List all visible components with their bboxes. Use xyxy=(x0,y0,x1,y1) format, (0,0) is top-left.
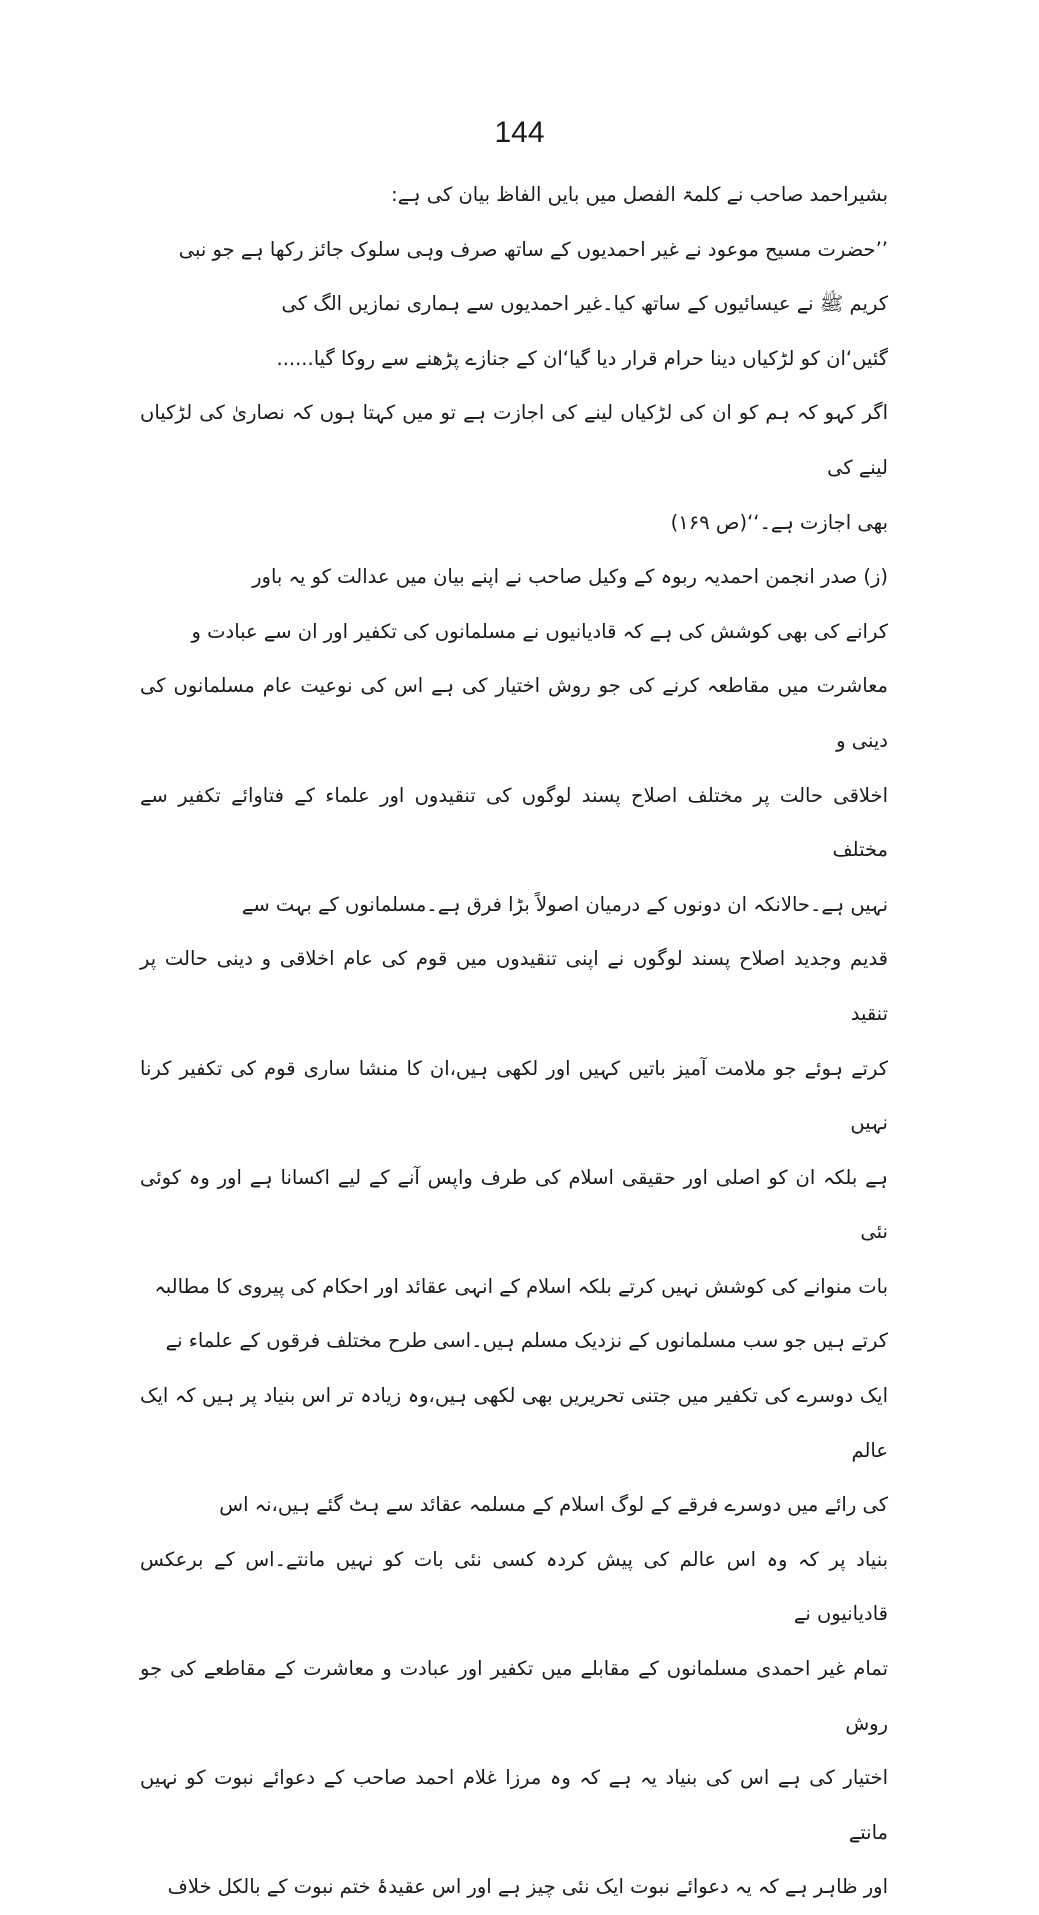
text-line: نہیں ہے۔حالانکہ ان دونوں کے درمیان اصولاً بڑا فرق ہے۔مسلمانوں کے بہت سے xyxy=(241,892,888,916)
text-line: بشیراحمد صاحب نے کلمۃ الفصل میں بایں الفاظ بیان کی ہے: xyxy=(391,183,888,206)
text-line: اخلاقی حالت پر مختلف اصلاح پسند لوگوں کی تنقیدوں اور علماء کے فتاوائے تکفیر سے مختلف xyxy=(140,783,888,862)
text-line: کریم ﷺ نے عیسائیوں کے ساتھ کیا۔غیر احمدیوں سے ہماری نمازیں الگ کی xyxy=(281,292,888,316)
text-line: قدیم وجدید اصلاح پسند لوگوں نے اپنی تنقیدوں میں قوم کی عام اخلاقی و دینی حالت پر تنقید xyxy=(140,947,888,1025)
text-line: ’’حضرت مسیح موعود نے غیر احمدیوں کے ساتھ صرف وہی سلوک جائز رکھا ہے جو نبی xyxy=(178,237,888,261)
page-number: 144 xyxy=(494,116,545,149)
text-line: کرتے ہوئے جو ملامت آمیز باتیں کہیں اور لکھی ہیں،ان کا منشا ساری قوم کی تکفیر کرنا نہیں xyxy=(140,1056,888,1135)
text-line: معاشرت میں مقاطعہ کرنے کی جو روش اختیار کی ہے اس کی نوعیت عام مسلمانوں کی دینی و xyxy=(140,674,888,752)
text-line: بھی اجازت ہے۔‘‘(ص ۱۶۹) xyxy=(670,510,888,534)
text-line: کی رائے میں دوسرے فرقے کے لوگ اسلام کے مسلمہ عقائد سے ہٹ گئے ہیں،نہ اس xyxy=(219,1493,888,1517)
body-text xyxy=(140,168,888,1915)
text-line: بنیاد پر کہ وہ اس عالم کی پیش کردہ کسی نئی بات کو نہیں مانتے۔اس کے برعکس قادیانیوں نے xyxy=(140,1547,888,1626)
text-line: گئیں‘ان کو لڑکیاں دینا حرام قرار دیا گیا‘ان کے جنازے پڑھنے سے روکا گیا...... xyxy=(276,346,888,370)
text-line: (ز) صدر انجمن احمدیہ ربوہ کے وکیل صاحب نے اپنے بیان میں عدالت کو یہ باور xyxy=(252,565,888,589)
text-line: ہے بلکہ ان کو اصلی اور حقیقی اسلام کی طرف واپس آنے کے لیے اکسانا ہے اور وہ کوئی نئی xyxy=(140,1165,888,1244)
text-line: کرتے ہیں جو سب مسلمانوں کے نزدیک مسلم ہیں۔اسی طرح مختلف فرقوں کے علماء نے xyxy=(165,1329,888,1353)
text-line: اگر کہو کہ ہم کو ان کی لڑکیاں لینے کی اجازت ہے تو میں کہتا ہوں کہ نصاریٰ کی لڑکیاں لینے کی xyxy=(140,401,888,479)
text-line: اور ظاہر ہے کہ یہ دعوائے نبوت ایک نئی چیز ہے اور اس عقیدۂ ختم نبوت کے بالکل خلاف xyxy=(167,1875,888,1899)
text-line: تمام غیر احمدی مسلمانوں کے مقابلے میں تکفیر اور عبادت و معاشرت کے مقاطعے کی جو روش xyxy=(140,1657,888,1735)
text-line: اختیار کی ہے اس کی بنیاد یہ ہے کہ وہ مرزا غلام احمد صاحب کے دعوائے نبوت کو نہیں مانتے xyxy=(140,1766,888,1844)
text-line: بات منوانے کی کوشش نہیں کرتے بلکہ اسلام کے انہی عقائد اور احکام کی پیروی کا مطالبہ xyxy=(154,1274,888,1298)
text-line: کرانے کی بھی کوشش کی ہے کہ قادیانیوں نے مسلمانوں کی تکفیر اور ان سے عبادت و xyxy=(191,619,888,643)
text-line: ایک دوسرے کی تکفیر میں جتنی تحریریں بھی لکھی ہیں،وہ زیادہ تر اس بنیاد پر ہیں کہ ایک عالم xyxy=(140,1384,888,1462)
